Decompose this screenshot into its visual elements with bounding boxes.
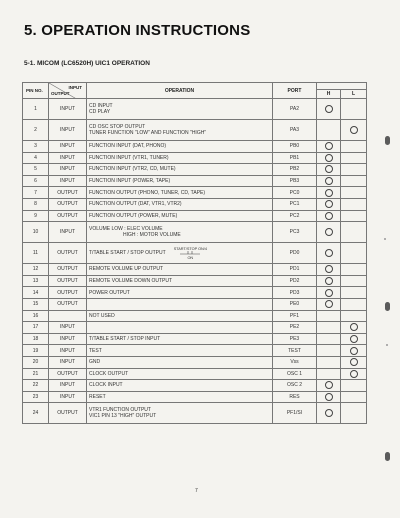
header-l: L	[341, 90, 367, 99]
circle-mark-icon	[350, 358, 358, 366]
level-h-cell	[317, 222, 341, 243]
pin-direction: INPUT	[49, 380, 87, 392]
pin-number: 23	[23, 391, 49, 403]
port-name: Vss	[273, 356, 317, 368]
pin-direction: INPUT	[49, 99, 87, 120]
operation-cell	[87, 141, 273, 153]
port-name: PA3	[273, 120, 317, 141]
operation-text: T/TABLE START / STOP OUTPUT	[89, 250, 166, 257]
circle-mark-icon	[325, 393, 333, 401]
circle-mark-icon	[350, 126, 358, 134]
operation-text: REMOTE VOLUME UP OUTPUT	[89, 266, 164, 273]
pin-number: 24	[23, 403, 49, 424]
circle-mark-icon	[350, 335, 358, 343]
operation-cell	[87, 310, 273, 322]
pin-direction: OUTPUT	[49, 287, 87, 299]
level-l-cell	[341, 310, 367, 322]
operation-cell	[87, 368, 273, 380]
page-number: 7	[195, 488, 198, 494]
operation-cell	[87, 187, 273, 199]
circle-mark-icon	[325, 105, 333, 113]
level-l-cell	[341, 275, 367, 287]
operation-cell	[87, 380, 273, 392]
operation-text: CLOCK INPUT	[89, 382, 123, 389]
level-l-cell	[341, 345, 367, 357]
operation-cell	[87, 275, 273, 287]
level-h-cell	[317, 141, 341, 153]
pin-number: 8	[23, 198, 49, 210]
level-h-cell	[317, 380, 341, 392]
port-name: PC3	[273, 222, 317, 243]
pin-number: 2	[23, 120, 49, 141]
port-name: PD3	[273, 287, 317, 299]
level-h-cell	[317, 152, 341, 164]
pin-number: 4	[23, 152, 49, 164]
circle-mark-icon	[325, 189, 333, 197]
level-l-cell	[341, 380, 367, 392]
operation-cell	[87, 403, 273, 424]
pin-direction: INPUT	[49, 164, 87, 176]
port-name: PF1/SI	[273, 403, 317, 424]
level-h-cell	[317, 391, 341, 403]
port-name: PF1	[273, 310, 317, 322]
operation-text: GND	[89, 359, 101, 366]
level-h-cell	[317, 164, 341, 176]
pin-direction: INPUT	[49, 345, 87, 357]
pin-number: 6	[23, 175, 49, 187]
table-row	[23, 120, 367, 141]
operation-text: REMOTE VOLUME DOWN OUTPUT	[89, 278, 173, 285]
operation-text: POWER OUTPUT	[89, 289, 130, 296]
operation-text: FUNCTION OUTPUT (POWER, MUTE)	[89, 212, 178, 219]
pin-direction: OUTPUT	[49, 275, 87, 287]
operation-text: NOT USED	[89, 312, 115, 319]
level-l-cell	[341, 187, 367, 199]
port-name: PC1	[273, 198, 317, 210]
operation-text: TUNER FUNCTION "LOW" AND FUNCTION "HIGH"	[89, 130, 207, 136]
operation-cell	[87, 391, 273, 403]
operation-text: HIGH : MOTOR VOLUME	[123, 232, 181, 239]
table-row	[23, 198, 367, 210]
pin-direction: OUTPUT	[49, 198, 87, 210]
binder-hole	[385, 136, 390, 145]
pin-number: 11	[23, 243, 49, 264]
level-l-cell	[341, 368, 367, 380]
level-l-cell	[341, 141, 367, 153]
header-input-output	[49, 83, 87, 99]
circle-mark-icon	[325, 265, 333, 273]
table-body	[23, 99, 367, 424]
circle-mark-icon	[325, 381, 333, 389]
table-row	[23, 152, 367, 164]
table-row	[23, 275, 367, 287]
table-row	[23, 356, 367, 368]
operation-text: FUNCTION OUTPUT (PHONO, TUNER, CD, TAPE)	[89, 189, 206, 196]
level-h-cell	[317, 175, 341, 187]
pin-direction: OUTPUT	[49, 210, 87, 222]
pin-number: 19	[23, 345, 49, 357]
circle-mark-icon	[350, 370, 358, 378]
pin-number: 10	[23, 222, 49, 243]
port-name: PD2	[273, 275, 317, 287]
pin-direction: INPUT	[49, 356, 87, 368]
operation-cell	[87, 298, 273, 310]
level-h-cell	[317, 403, 341, 424]
operation-cell	[87, 99, 273, 120]
pin-direction: INPUT	[49, 141, 87, 153]
table-row	[23, 403, 367, 424]
table-row	[23, 333, 367, 345]
port-name: PE0	[273, 298, 317, 310]
paper-speck	[384, 238, 386, 240]
operation-cell	[87, 222, 273, 243]
port-name: OSC 2	[273, 380, 317, 392]
pin-direction: OUTPUT	[49, 298, 87, 310]
circle-mark-icon	[325, 277, 333, 285]
circle-mark-icon	[325, 212, 333, 220]
operation-text: FUNCTION INPUT (VTR2, CD, MUTE)	[89, 166, 176, 173]
operation-cell	[87, 322, 273, 334]
binder-hole	[385, 452, 390, 461]
port-name: OSC 1	[273, 368, 317, 380]
pin-number: 17	[23, 322, 49, 334]
operation-cell	[87, 356, 273, 368]
circle-mark-icon	[350, 323, 358, 331]
operation-cell	[87, 152, 273, 164]
pin-number: 12	[23, 264, 49, 276]
pin-number: 1	[23, 99, 49, 120]
level-l-cell	[341, 164, 367, 176]
pin-number: 7	[23, 187, 49, 199]
circle-mark-icon	[325, 154, 333, 162]
port-name: TEST	[273, 345, 317, 357]
table-row	[23, 298, 367, 310]
level-h-cell	[317, 99, 341, 120]
port-name: PB2	[273, 164, 317, 176]
pin-number: 20	[23, 356, 49, 368]
level-l-cell	[341, 198, 367, 210]
table-row	[23, 222, 367, 243]
pin-direction: INPUT	[49, 391, 87, 403]
circle-mark-icon	[325, 228, 333, 236]
table-row	[23, 368, 367, 380]
table-row	[23, 345, 367, 357]
operation-text: CD OSC STOP OUTPUT	[89, 124, 146, 130]
operation-cell	[87, 175, 273, 187]
header-port: PORT	[273, 83, 317, 99]
switch-label: START/STOP ON/4	[173, 246, 207, 251]
pin-direction: OUTPUT	[49, 368, 87, 380]
pin-direction: OUTPUT	[49, 403, 87, 424]
pin-number: 3	[23, 141, 49, 153]
port-name: PE2	[273, 322, 317, 334]
table-row	[23, 243, 367, 264]
level-h-cell	[317, 333, 341, 345]
level-l-cell	[341, 264, 367, 276]
level-l-cell	[341, 152, 367, 164]
section-title: 5-1. MICOM (LC6520H) UIC1 OPERATION	[24, 60, 150, 67]
pin-number: 13	[23, 275, 49, 287]
port-name: PB1	[273, 152, 317, 164]
circle-mark-icon	[325, 409, 333, 417]
pin-number: 9	[23, 210, 49, 222]
level-l-cell	[341, 243, 367, 264]
table-row	[23, 99, 367, 120]
level-h-cell	[317, 275, 341, 287]
level-l-cell	[341, 298, 367, 310]
level-h-cell	[317, 198, 341, 210]
operation-cell	[87, 243, 273, 264]
circle-mark-icon	[350, 347, 358, 355]
level-h-cell	[317, 187, 341, 199]
operation-text: TEST	[89, 347, 102, 354]
operation-text: VTR1 FUNCTION OUTPUT	[89, 407, 151, 414]
table-row	[23, 264, 367, 276]
table-row	[23, 187, 367, 199]
level-l-cell	[341, 403, 367, 424]
circle-mark-icon	[325, 300, 333, 308]
page-title: 5. OPERATION INSTRUCTIONS	[24, 22, 251, 39]
pin-number: 16	[23, 310, 49, 322]
operation-text: CD PLAY	[89, 109, 111, 115]
operation-text: RESET	[89, 393, 106, 400]
header-h: H	[317, 90, 341, 99]
switch-symbol	[180, 251, 200, 255]
paper-speck	[386, 344, 388, 346]
header-input: INPUT	[68, 85, 82, 90]
operation-text: FUNCTION OUTPUT (DAT, VTR1, VTR2)	[89, 201, 182, 208]
pin-direction: OUTPUT	[49, 187, 87, 199]
operation-cell	[87, 287, 273, 299]
operation-text: T/TABLE START / STOP INPUT	[89, 336, 161, 343]
switch-diagram	[174, 247, 207, 260]
table-row	[23, 391, 367, 403]
pin-direction: INPUT	[49, 120, 87, 141]
pin-number: 15	[23, 298, 49, 310]
table-row	[23, 164, 367, 176]
operation-table	[22, 82, 367, 424]
port-name: PA2	[273, 99, 317, 120]
operation-cell	[87, 164, 273, 176]
operation-cell	[87, 198, 273, 210]
pin-number: 5	[23, 164, 49, 176]
circle-mark-icon	[325, 249, 333, 257]
pin-number: 22	[23, 380, 49, 392]
pin-number: 18	[23, 333, 49, 345]
header-operation: OPERATION	[87, 83, 273, 99]
pin-direction: INPUT	[49, 222, 87, 243]
operation-cell	[87, 210, 273, 222]
level-h-cell	[317, 287, 341, 299]
level-l-cell	[341, 222, 367, 243]
pin-direction	[49, 310, 87, 322]
table-row	[23, 287, 367, 299]
port-name: PC0	[273, 187, 317, 199]
circle-mark-icon	[325, 289, 333, 297]
operation-text: FUNCTION INPUT (VTR1, TUNER)	[89, 154, 169, 161]
level-l-cell	[341, 99, 367, 120]
port-name: PD0	[273, 243, 317, 264]
pin-number: 21	[23, 368, 49, 380]
level-l-cell	[341, 356, 367, 368]
port-name: RES	[273, 391, 317, 403]
operation-text: FUNCTION INPUT (DAT, PHONO)	[89, 143, 167, 150]
circle-mark-icon	[325, 142, 333, 150]
binder-hole	[385, 302, 390, 311]
operation-cell	[87, 264, 273, 276]
level-h-cell	[317, 310, 341, 322]
pin-number: 14	[23, 287, 49, 299]
table-row	[23, 380, 367, 392]
pin-direction: OUTPUT	[49, 243, 87, 264]
operation-cell	[87, 345, 273, 357]
level-l-cell	[341, 391, 367, 403]
pin-direction: INPUT	[49, 322, 87, 334]
level-l-cell	[341, 210, 367, 222]
table-row	[23, 210, 367, 222]
port-name: PE3	[273, 333, 317, 345]
switch-sub-label: ON	[187, 255, 194, 260]
header-output: OUTPUT	[51, 91, 70, 96]
level-h-cell	[317, 322, 341, 334]
operation-cell	[87, 333, 273, 345]
port-name: PB3	[273, 175, 317, 187]
port-name: PD1	[273, 264, 317, 276]
level-l-cell	[341, 322, 367, 334]
circle-mark-icon	[325, 165, 333, 173]
pin-direction: INPUT	[49, 152, 87, 164]
table-row	[23, 310, 367, 322]
table-row	[23, 322, 367, 334]
table-row	[23, 175, 367, 187]
level-l-cell	[341, 287, 367, 299]
level-h-cell	[317, 298, 341, 310]
header-level	[317, 83, 367, 90]
header-pin-no: PIN NO.	[23, 83, 49, 99]
level-l-cell	[341, 175, 367, 187]
port-name: PB0	[273, 141, 317, 153]
level-l-cell	[341, 120, 367, 141]
operation-text: CLOCK OUTPUT	[89, 370, 129, 377]
table-row	[23, 141, 367, 153]
operation-cell	[87, 120, 273, 141]
level-h-cell	[317, 243, 341, 264]
circle-mark-icon	[325, 177, 333, 185]
operation-text: FUNCTION INPUT (POWER, TAPE)	[89, 178, 171, 185]
operation-text: CD INPUT	[89, 103, 113, 109]
port-name: PC2	[273, 210, 317, 222]
level-h-cell	[317, 356, 341, 368]
operation-text: VOLUME LOW : ELEC VOLUME	[89, 226, 163, 233]
level-h-cell	[317, 210, 341, 222]
pin-direction: INPUT	[49, 175, 87, 187]
operation-text: VIC1 PIN 13 "HIGH" OUTPUT	[89, 413, 157, 420]
pin-direction: OUTPUT	[49, 264, 87, 276]
pin-direction: INPUT	[49, 333, 87, 345]
level-h-cell	[317, 368, 341, 380]
level-h-cell	[317, 120, 341, 141]
level-l-cell	[341, 333, 367, 345]
level-h-cell	[317, 264, 341, 276]
circle-mark-icon	[325, 200, 333, 208]
level-h-cell	[317, 345, 341, 357]
